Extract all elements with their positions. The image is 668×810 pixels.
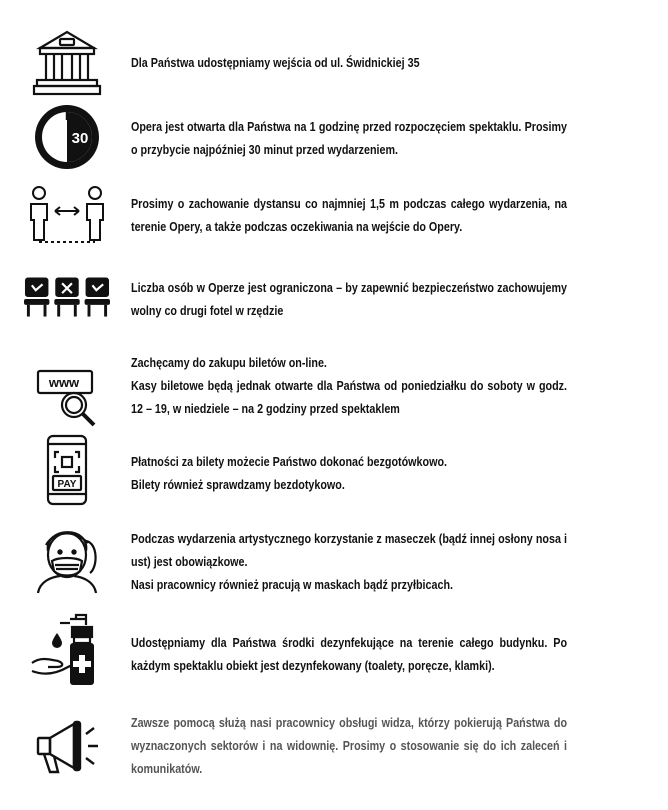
phone-pay-icon — [24, 434, 110, 506]
info-line: Prosimy o zachowanie dystansu co najmniej 1,5 m podczas całego wydarzenia, na terenie Opery, a także podczas oczekiwania na wejście do Opery. — [131, 197, 568, 234]
www-label: www — [48, 375, 80, 390]
info-text — [131, 528, 567, 597]
info-line: Liczba osób w Operze jest ograniczona – by zapewnić bezpieczeństwo zachowujemy wolny co drugi fotel w rzędzie — [131, 281, 568, 318]
sanitizer-icon — [24, 612, 110, 688]
info-line: Zachęcamy do zakupu biletów on-line. — [131, 356, 327, 370]
info-item-disinfection — [0, 612, 668, 688]
megaphone-icon — [24, 718, 110, 778]
info-line: Płatności za bilety możecie Państwo dokonać bezgotówkowo. — [131, 455, 447, 469]
info-item-staff — [0, 712, 668, 796]
info-text — [131, 712, 567, 781]
info-line: Udostępniamy dla Państwa środki dezynfekujące na terenie całego budynku. Po każdym spektaklu obiekt jest dezynfekowany (toalety, poręcze, klamki). — [131, 636, 568, 673]
info-text — [131, 352, 567, 421]
info-item-opening — [0, 102, 668, 174]
info-line: Nasi pracownicy również pracują w maskach bądź przyłbicach. — [131, 578, 454, 592]
info-item-entrance — [0, 28, 668, 100]
info-text — [131, 632, 567, 678]
pay-label: PAY — [57, 479, 77, 490]
info-text — [131, 277, 567, 323]
info-item-masks — [0, 520, 668, 600]
info-item-distance — [0, 183, 668, 249]
info-line: Podczas wydarzenia artystycznego korzystanie z maseczek (bądź innej osłony nosa i ust) jest obowiązkowe. — [131, 532, 568, 569]
timer-30-icon — [24, 102, 110, 172]
info-line: Opera jest otwarta dla Państwa na 1 godzinę przed rozpoczęciem spektaklu. Prosimy o przybycie najpóźniej 30 minut przed wydarzeniem. — [131, 120, 568, 157]
info-line: Dla Państwa udostępniamy wejścia od ul. Świdnickiej 35 — [131, 56, 420, 70]
info-line: Bilety również sprawdzamy bezdotykowo. — [131, 478, 345, 492]
mask-icon — [24, 520, 110, 596]
info-line: Zawsze pomocą służą nasi pracownicy obsługi widza, którzy pokierują Państwa do wyznaczonych sektorów i na widownię. Prosimy o stosowanie się do ich zaleceń i komunikatów. — [131, 716, 568, 776]
info-text — [131, 451, 567, 497]
building-icon — [24, 28, 110, 98]
info-text — [131, 116, 567, 162]
timer-label: 30 — [71, 130, 89, 147]
info-text — [131, 52, 567, 75]
info-line: Kasy biletowe będą jednak otwarte dla Państwa od poniedziałku do soboty w godz. 12 – 19, w niedziele – na 2 godziny przed spektaklem — [131, 379, 568, 416]
info-text — [131, 193, 567, 239]
info-item-payment — [0, 434, 668, 506]
info-item-seats — [0, 268, 668, 328]
seats-icon — [24, 268, 110, 326]
social-distance-icon — [24, 183, 110, 247]
www-search-icon — [24, 366, 110, 428]
info-item-tickets — [0, 352, 668, 424]
